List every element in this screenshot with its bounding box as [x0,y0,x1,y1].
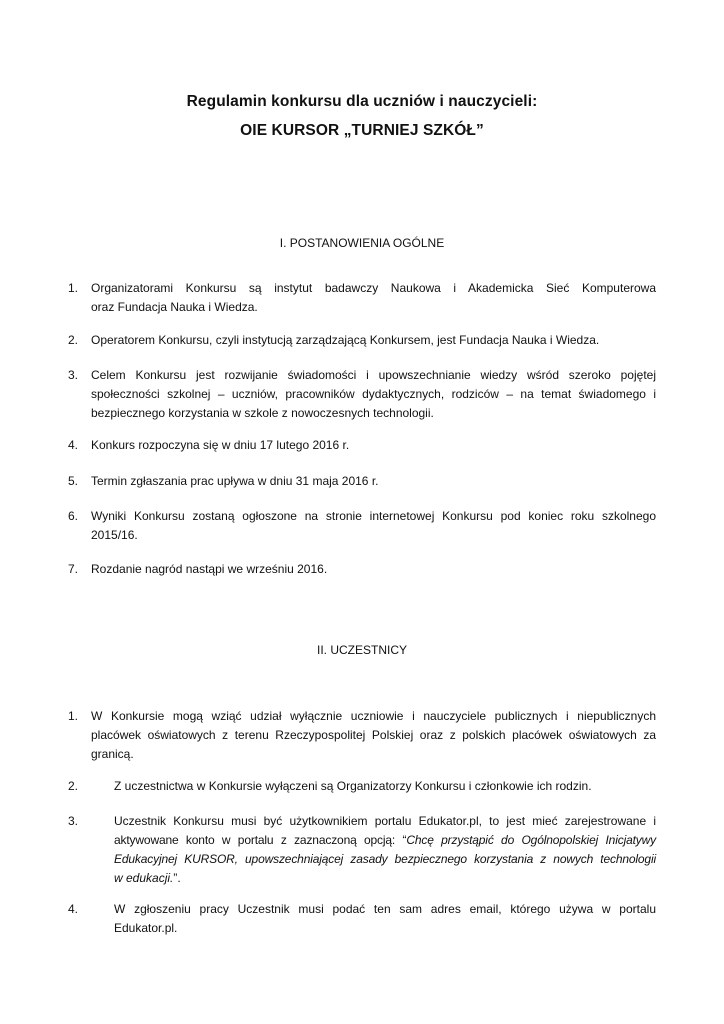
list-number: 3. [68,368,79,382]
list-item-line: oraz Fundacja Nauka i Wiedza. [91,300,258,314]
list-number: 5. [68,474,79,488]
list-item-line [114,831,656,850]
list-item-line: Wyniki Konkursu zostaną ogłoszone na stronie internetowej Konkursu pod koniec roku szkolnego [91,509,656,523]
list-item-line: Organizatorami Konkursu są instytut badawczy Naukowa i Akademicka Sieć Komputerowa [91,281,656,295]
list-number: 7. [68,562,79,576]
list-item-line: Operatorem Konkursu, czyli instytucją zarządzającą Konkursem, jest Fundacja Nauka i Wiedza. [91,333,600,347]
list-number: 3. [68,814,79,828]
section-heading-postanowienia: I. POSTANOWIENIA OGÓLNE [279,236,445,250]
list-item-line [114,869,656,888]
list-number: 2. [68,333,79,347]
line-plain-text: aktywowane konto w portalu z zaznaczoną opcją: “ [114,833,407,847]
list-number: 1. [68,281,79,295]
list-number: 1. [68,709,79,723]
list-number: 6. [68,509,79,523]
quoted-option-text: Chcę przystąpić do Ogólnopolskiej Inicjatywy [406,833,657,847]
quoted-option-text: Edukacyjnej KURSOR, upowszechniającej zasady bezpiecznego korzystania z nowych technologii [114,852,656,866]
document-title-line1: Regulamin konkursu dla uczniów i nauczycieli: [186,93,538,110]
list-item-line: W zgłoszeniu pracy Uczestnik musi podać ten sam adres email, którego używa w portalu [114,902,656,916]
list-number: 2. [68,779,79,793]
list-item-line: Edukator.pl. [114,921,178,935]
list-item-line: bezpiecznego korzystania w szkole z nowoczesnych technologii. [91,406,434,420]
quoted-option-text: w edukacji. [114,871,174,885]
document-title-line2: OIE KURSOR „TURNIEJ SZKÓŁ” [240,122,484,139]
list-item-line: społeczności szkolnej – uczniów, pracowników dydaktycznych, rodziców – na temat świadomego i [91,387,656,401]
list-item-line: granicą. [91,747,134,761]
list-item-line: placówek oświatowych z terenu Rzeczypospolitej Polskiej oraz z polskich placówek oświatowych za [91,728,656,742]
list-item-line: Rozdanie nagród nastąpi we wrześniu 2016. [91,562,328,576]
list-item-line: Z uczestnictwa w Konkursie wyłączeni są Organizatorzy Konkursu i członkowie ich rodzin. [114,779,592,793]
list-item-line: Celem Konkursu jest rozwijanie świadomości i upowszechnianie wiedzy wśród szeroko pojętej [91,368,656,382]
list-item-line: Termin zgłaszania prac upływa w dniu 31 maja 2016 r. [91,474,379,488]
section-heading-uczestnicy: II. UCZESTNICY [316,643,407,657]
list-number: 4. [68,902,79,916]
list-item-line [114,850,656,869]
list-item-line: W Konkursie mogą wziąć udział wyłącznie uczniowie i nauczyciele publicznych i niepublicznych [91,709,656,723]
list-number: 4. [68,438,79,452]
list-item-line: 2015/16. [91,528,138,542]
list-item-line: Konkurs rozpoczyna się w dniu 17 lutego 2016 r. [91,438,350,452]
list-item-line: Uczestnik Konkursu musi być użytkownikiem portalu Edukator.pl, to jest mieć zarejestrowane i [114,814,656,828]
line-plain-text: ”. [173,871,181,885]
